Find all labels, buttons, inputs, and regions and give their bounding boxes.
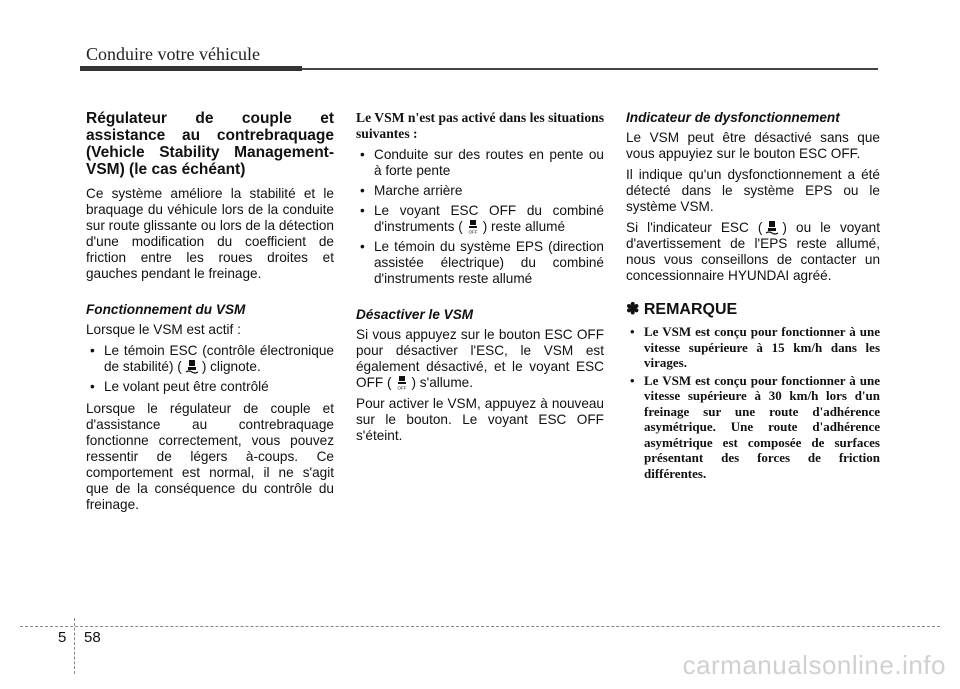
- column-2: [356, 110, 604, 449]
- list-item: • Le témoin du système EPS (direction assistée électrique) du combiné d'instruments reste allumé: [356, 239, 604, 287]
- paragraph: Il indique qu'un dysfonctionnement a été détecté dans le système EPS ou le système VSM.: [626, 167, 880, 214]
- watermark: carmanualsonline.info: [682, 650, 946, 680]
- bullet-text: ) reste allumé: [482, 219, 566, 234]
- paragraph-text: Si vous appuyez sur le bouton ESC OFF pour désactiver l'ESC, le VSM est également désactivé, et le voyant ESC OFF (: [356, 327, 604, 390]
- subheading-vsm-operation: Fonctionnement du VSM: [86, 302, 246, 317]
- header-rule-thin: [302, 68, 878, 70]
- esc-icon: [765, 220, 779, 235]
- paragraph: [626, 220, 880, 284]
- bullet-list: [356, 147, 604, 287]
- list-item: • Marche arrière: [356, 183, 604, 199]
- paragraph-text: Si l'indicateur ESC (: [626, 220, 763, 235]
- paragraph: Le VSM peut être désactivé sans que vous appuyiez sur le bouton ESC OFF.: [626, 130, 880, 161]
- closing-paragraph: Lorsque le régulateur de couple et d'assistance au contrebraquage fonctionne correctement, vous pouvez ressentir de légers à-coups. Ce comportement est normal, il ne s'agit que de la conséquence du contrôle du freinage.: [86, 401, 334, 512]
- esc-icon: [185, 359, 199, 374]
- list-item: [356, 203, 604, 235]
- bullet-list: [86, 343, 334, 395]
- svg-text:OFF: OFF: [468, 229, 478, 234]
- subheading-malfunction: Indicateur de dysfonctionnement: [626, 110, 840, 125]
- list-item: • Le VSM est conçu pour fonctionner à une vitesse supérieure à 30 km/h lors d'un freinage sur une route d'adhérence asymétrique. Une route d'adhérence asymétrique est composée de surfaces présentant des forces de friction différentes.: [626, 373, 880, 482]
- column-3: [626, 110, 880, 487]
- section-heading: Régulateur de couple et assistance au contrebraquage (Vehicle Stability Management-VSM) (le cas échéant): [86, 110, 334, 178]
- bullet-text: Le voyant ESC OFF du combiné d'instruments (: [374, 203, 604, 234]
- paragraph: [356, 327, 604, 391]
- note-symbol-icon: ✽: [626, 301, 640, 318]
- subheading-disable-vsm: Désactiver le VSM: [356, 307, 474, 322]
- page-header-title: Conduire votre véhicule: [86, 44, 260, 64]
- note-list: [626, 324, 880, 481]
- list-item: • Le volant peut être contrôlé: [86, 379, 334, 395]
- footer-vertical-divider: [74, 618, 75, 674]
- column-1: [86, 110, 334, 518]
- list-item: • Le VSM est conçu pour fonctionner à une vitesse supérieure à 15 km/h dans les virages.: [626, 324, 880, 371]
- paragraph-text: ) ou le voyant d'avertissement de l'EPS reste allumé, nous vous conseillons de contacter un concessionnaire HYUNDAI agréé.: [626, 220, 880, 283]
- paragraph: Pour activer le VSM, appuyez à nouveau sur le bouton. Le voyant ESC OFF s'éteint.: [356, 396, 604, 443]
- esc-off-icon: [395, 375, 409, 390]
- lead-text: Lorsque le VSM est actif :: [86, 322, 241, 337]
- header-rule-thick: [80, 66, 302, 71]
- paragraph-text: ) s'allume.: [411, 375, 474, 390]
- list-item: • Conduite sur des routes en pente ou à forte pente: [356, 147, 604, 179]
- intro-paragraph: Ce système améliore la stabilité et le braquage du véhicule lors de la conduite sur route glissante ou lors de la détection d'une modification du coefficient de friction entre les roues droites et gauches pendant le freinage.: [86, 186, 334, 281]
- conditions-heading: Le VSM n'est pas activé dans les situations suivantes :: [356, 110, 604, 141]
- chapter-number: 5: [58, 629, 67, 646]
- note-heading-text: REMARQUE: [643, 301, 738, 318]
- svg-text:OFF: OFF: [397, 385, 406, 390]
- page-number: 58: [84, 629, 101, 646]
- bullet-text: Le témoin ESC (contrôle électronique de stabilité) (: [104, 343, 334, 374]
- esc-off-icon: [466, 219, 480, 234]
- list-item: [86, 343, 334, 375]
- footer-divider: [20, 626, 940, 627]
- bullet-text: ) clignote.: [201, 359, 261, 374]
- note-heading: [626, 302, 880, 318]
